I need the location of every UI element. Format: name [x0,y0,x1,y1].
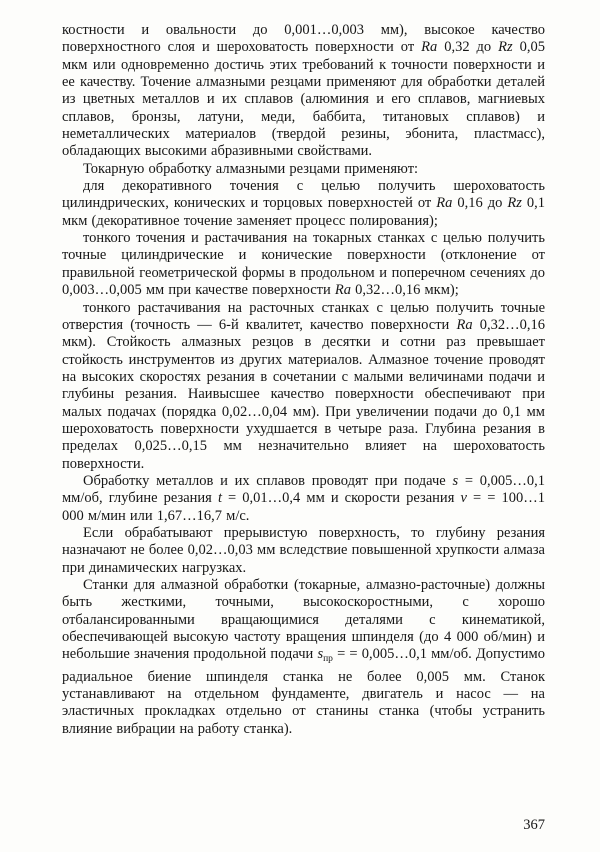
text-run: пр [323,654,333,665]
text-run: = 0,01…0,4 мм и скорости резания [221,490,461,507]
text-run: 0,1 мкм (декоративное точение заменяет процесс полирования); [62,195,545,229]
text-run: = = 0,005…0,1 мм/об. Допустимо радиальное биение шпинделя станка не более 0,005 мм. Станок устанавливают на отдельном фундаменте, двигатель и насос — на эластичных прокладках отдельно от станины станка (чтобы устранить влияние вибрации на работу станка). [62,646,545,737]
text-run: Ra [421,39,438,56]
text-run: s [452,472,459,489]
paragraph [62,22,545,161]
text-run: костности и овальности до 0,001…0,003 мм), высокое качество поверхностного слоя и шероховатость поверхности от [62,22,545,56]
text-run: 0,16 до [452,195,508,212]
text-run: 0,32…0,16 мкм); [350,282,459,299]
text-run: t [217,490,222,507]
text-run: Если обрабатывают прерывистую поверхность, то глубину резания назначают не более 0,02…0,03 мм вследствие повышенной хрупкости алмаза при динамических нагрузках. [62,524,545,576]
text-run: тонкого точения и растачивания на токарных станках с целью получить точные цилиндрические и конические поверхности (отклонение от правильной геометрической формы в продольном и поперечном сечениях до 0,003…0,005 мм при качестве поверхности [62,230,545,299]
page-number: 367 [523,817,545,833]
text-run: Ra [456,316,473,333]
text-run: Rz [507,195,522,212]
text-run: v [460,490,467,507]
text-run: Станки для алмазной обработки (токарные, алмазно-расточные) должны быть жесткими, точными, высокоскоростными, с хорошо отбалансированными вращающимися деталями с кинематикой, обеспечивающей высокую частоту вращения шпинделя (до 4 000 об/мин) и небольшие значения продольной подачи [62,577,545,663]
body-text [62,22,545,738]
text-run: 0,05 мкм или одновременно достичь этих требований к точности поверхности и ее качеству. Точение алмазными резцами применяют для обработки деталей из цветных металлов и их сплавов (алюминия и его сплавов, магниевых сплавов, бронзы, латуни, меди, баббита, титановых сплавов) и неметаллических материалов (твердой резины, эбонита, пластмасс), обладающих высокими абразивными свойствами. [62,39,545,160]
paragraph [62,178,545,230]
text-run: тонкого растачивания на расточных станках с целью получить точные отверстия (точность — 6-й квалитет, качество поверхности [62,299,545,333]
paragraph [62,230,545,299]
paragraph [62,473,545,525]
paragraph [62,161,545,178]
text-run: 0,32 до [437,39,499,56]
text-run: = = 100…1 000 м/мин или 1,67…16,7 м/с. [62,490,545,524]
paragraph [62,525,545,577]
paragraph [62,300,545,473]
text-run: s [317,646,324,663]
paragraph [62,577,545,738]
text-run: Rz [498,39,513,56]
text-run: для декоративного точения с целью получить шероховатость цилиндрических, конических и торцовых поверхностей от [62,178,545,212]
text-run: 0,32…0,16 мкм). Стойкость алмазных резцов в десятки и сотни раз превышает стойкость инструментов из других материалов. Алмазное точение проводят на высоких скоростях резания в сочетании с малыми величинами подачи и глубины резания. Наивысшее качество поверхности обеспечивают при малых подачах (порядка 0,02…0,04 мм). При увеличении подачи до 0,1 мм шероховатость поверхности ухудшается в четыре раза. Глубина резания в пределах 0,025…0,15 мм незначительно влияет на шероховатость поверхности. [62,316,545,472]
text-run: Токарную обработку алмазными резцами применяют: [83,160,419,177]
text-run: Обработку металлов и их сплавов проводят при подаче [83,472,453,489]
text-run: = 0,005…0,1 мм/об, глубине резания [62,472,545,507]
text-run: Ra [334,282,351,299]
text-run: Ra [436,195,453,212]
